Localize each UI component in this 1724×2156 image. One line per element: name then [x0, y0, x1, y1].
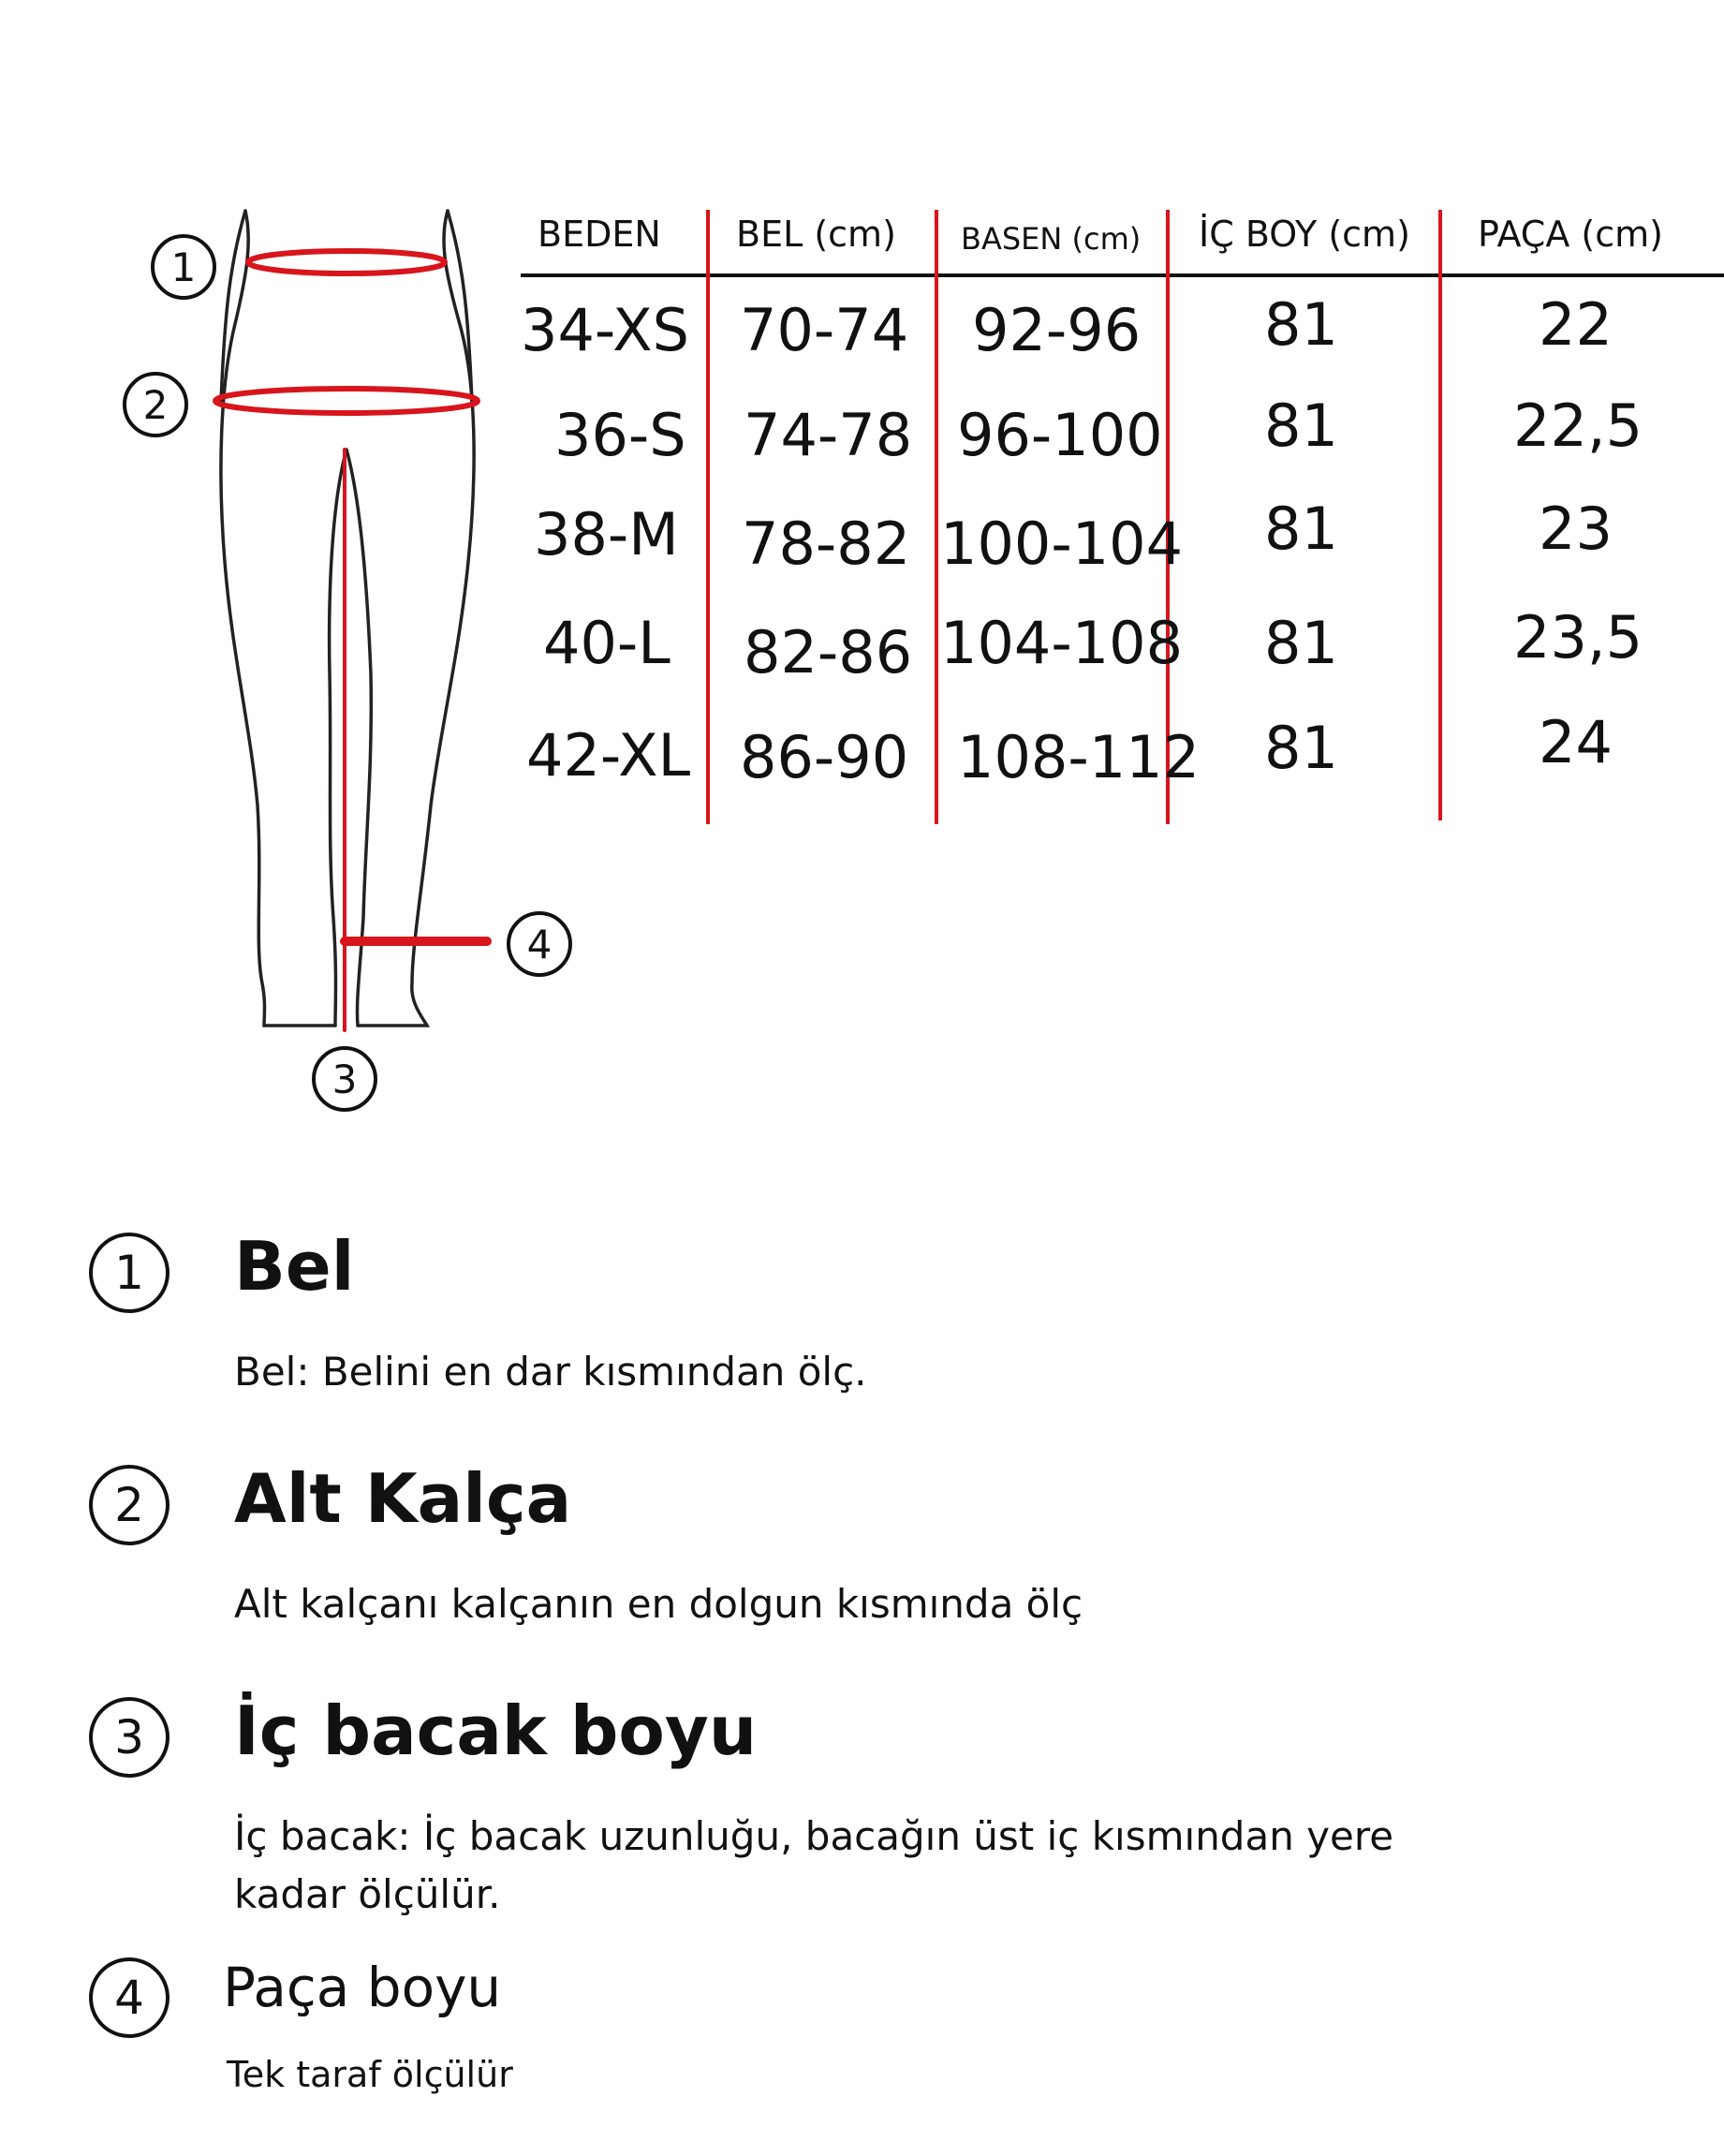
cell-waist: 74-78	[744, 401, 913, 469]
hip-measure-line	[215, 389, 478, 413]
waist-measure-line	[248, 251, 445, 273]
legend-desc-3-line-1: İç bacak: İç bacak uzunluğu, bacağın üst iç kısmından yere	[234, 1813, 1394, 1859]
header-beden: BEDEN	[538, 214, 661, 255]
header-ic-boy: İÇ BOY (cm)	[1199, 214, 1410, 255]
legend-number-4: 4	[89, 1957, 169, 2038]
cell-inseam: 81	[1264, 391, 1338, 460]
legend-number-2: 2	[89, 1465, 169, 1545]
cell-inseam: 81	[1264, 609, 1338, 677]
marker-3-label: 3	[332, 1056, 358, 1102]
cell-hip: 96-100	[957, 401, 1163, 469]
legend-title-2: Alt Kalça	[234, 1459, 572, 1538]
header-paca: PAÇA (cm)	[1478, 214, 1663, 255]
cell-size: 40-L	[543, 609, 670, 677]
marker-4-label: 4	[526, 922, 553, 967]
cell-hem: 23,5	[1513, 603, 1643, 672]
cell-inseam: 81	[1264, 714, 1338, 782]
legend-desc-1: Bel: Belini en dar kısmından ölç.	[234, 1349, 867, 1395]
legend-title-4: Paça boyu	[223, 1956, 502, 2019]
header-bel: BEL (cm)	[736, 214, 896, 255]
legend-number-3: 3	[89, 1697, 169, 1778]
cell-waist: 78-82	[742, 509, 911, 578]
cell-hip: 100-104	[940, 509, 1184, 578]
cell-inseam: 81	[1264, 290, 1338, 359]
legend-title-3: İç bacak boyu	[234, 1691, 758, 1770]
cell-size: 42-XL	[526, 721, 691, 790]
cell-hip: 92-96	[972, 296, 1142, 364]
legend-desc-4: Tek taraf ölçülür	[227, 2054, 513, 2095]
cell-hem: 22	[1539, 290, 1613, 359]
cell-size: 36-S	[554, 401, 686, 469]
marker-2-label: 2	[142, 382, 169, 428]
cell-size: 38-M	[534, 500, 679, 569]
marker-1-label: 1	[170, 244, 197, 290]
outer-right-leg-outline	[358, 211, 474, 1026]
legend-desc-3-line-2: kadar ölçülür.	[234, 1871, 501, 1917]
legend-number-1: 1	[89, 1233, 169, 1313]
outer-left-leg-outline	[221, 211, 335, 1026]
cell-inseam: 81	[1264, 495, 1338, 563]
cell-hip: 104-108	[940, 609, 1184, 677]
cell-waist: 82-86	[744, 618, 913, 687]
cell-waist: 70-74	[740, 296, 909, 364]
cell-hem: 24	[1539, 708, 1613, 776]
legend-desc-2: Alt kalçanı kalçanın en dolgun kısmında ölç	[234, 1581, 1083, 1627]
cell-hip: 108-112	[957, 723, 1201, 791]
header-basen: BASEN (cm)	[961, 221, 1142, 257]
cell-size: 34-XS	[521, 296, 690, 364]
cell-hem: 22,5	[1513, 391, 1643, 460]
cell-hem: 23	[1539, 495, 1613, 563]
cell-waist: 86-90	[740, 723, 909, 791]
legend-title-1: Bel	[234, 1227, 355, 1306]
